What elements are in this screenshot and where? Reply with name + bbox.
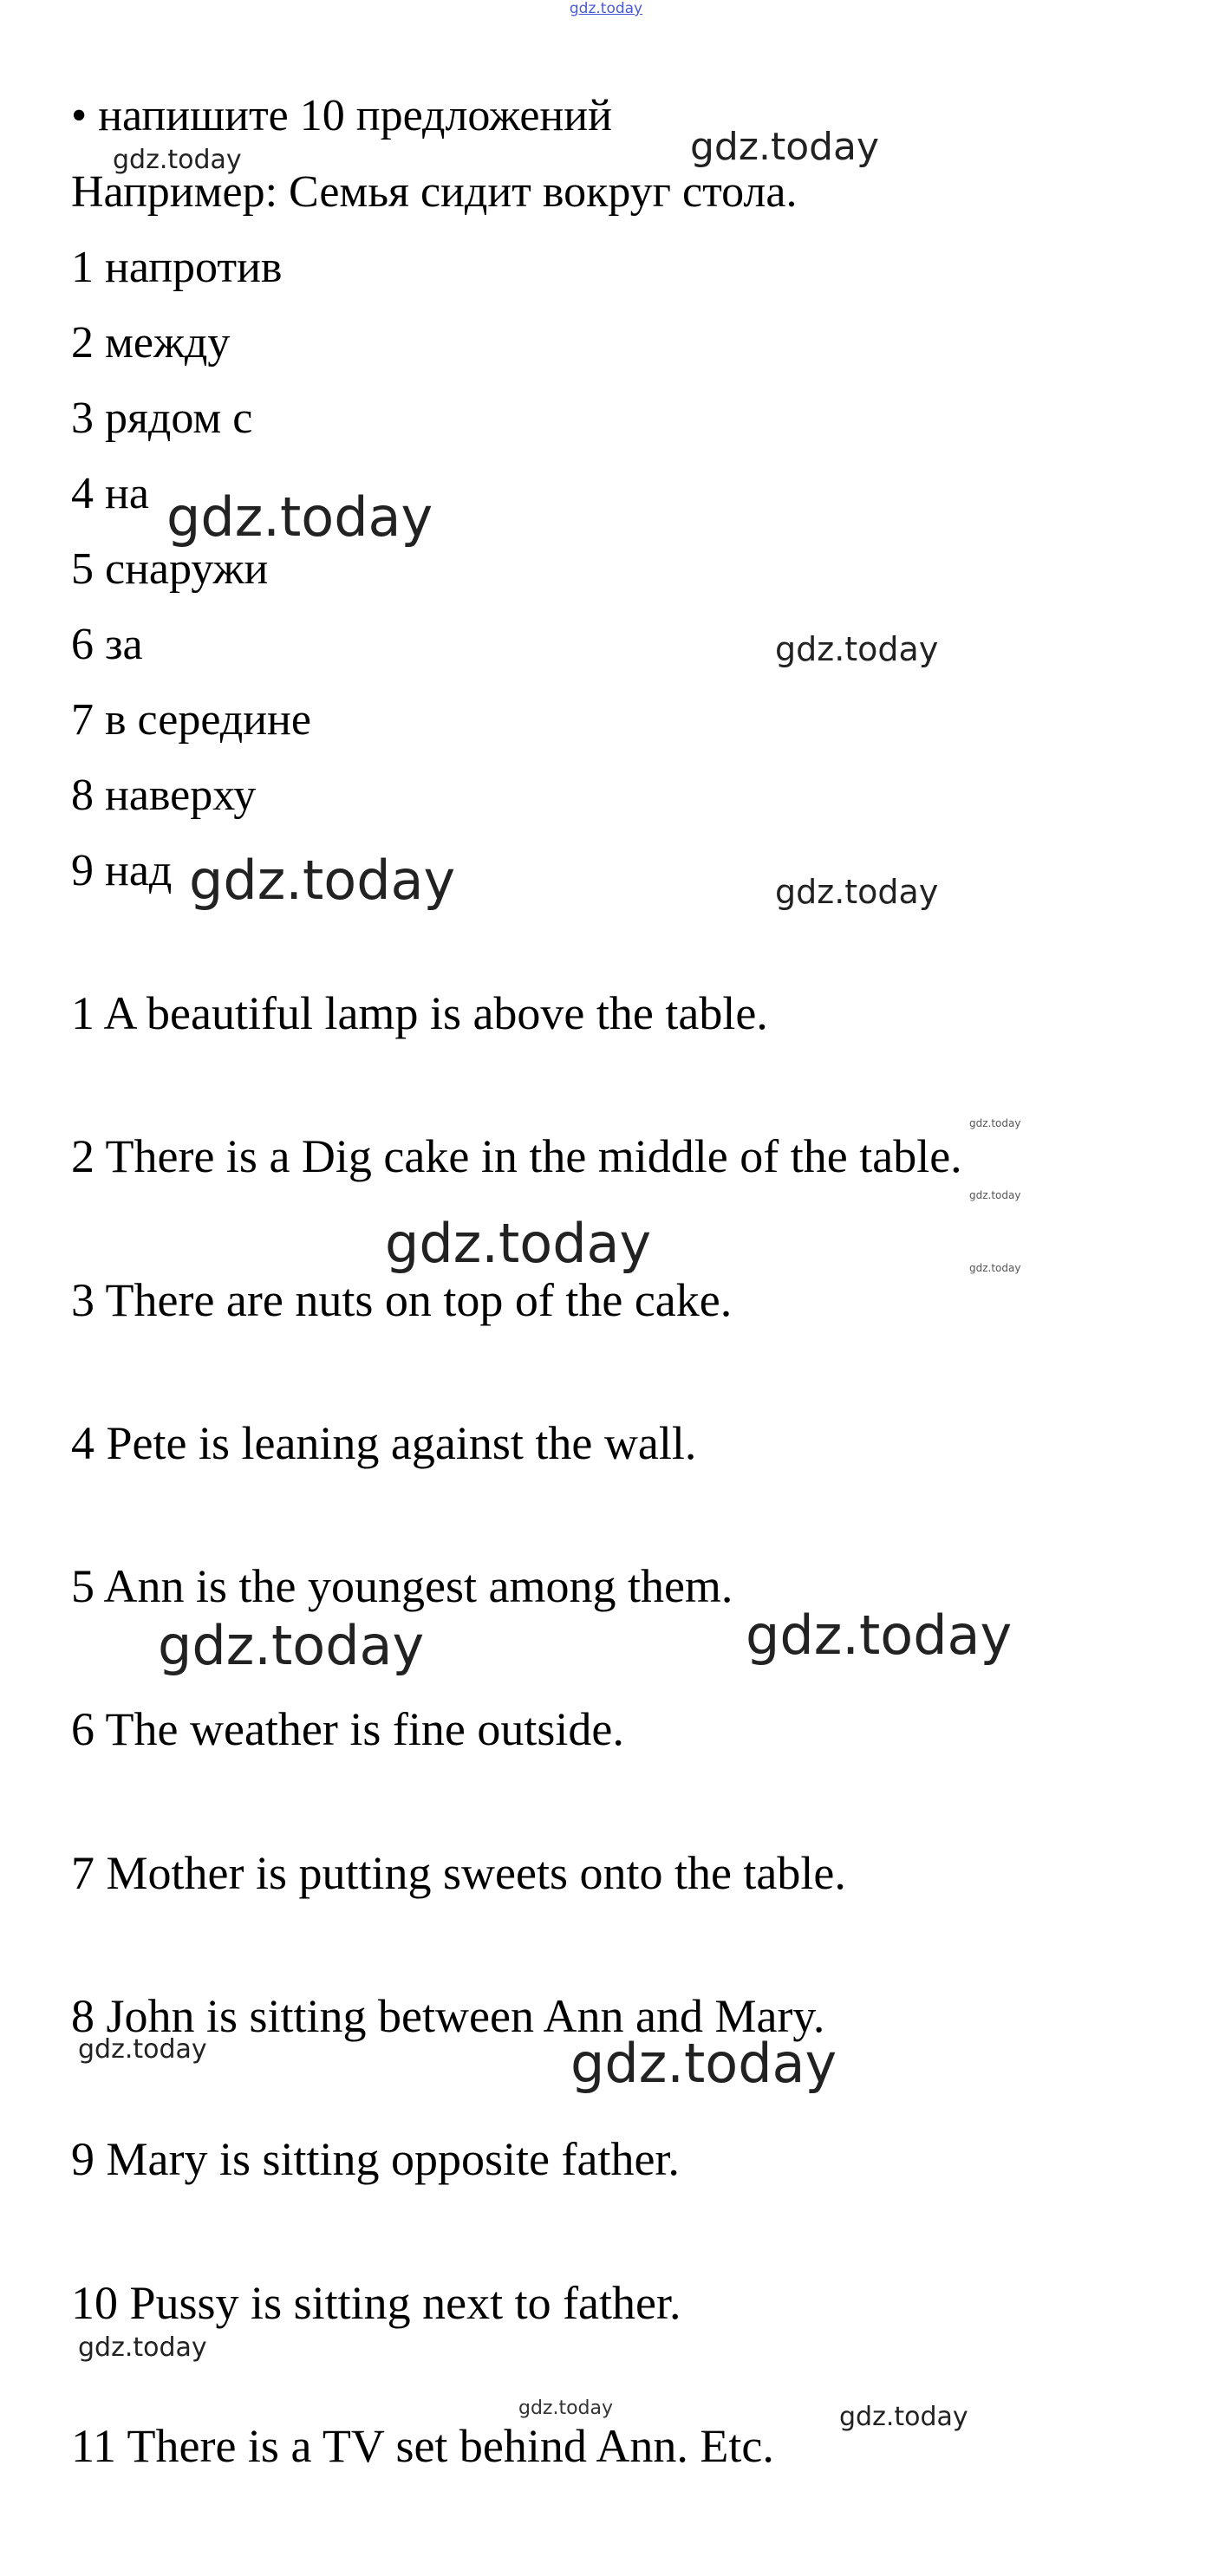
preposition-item: 5 снаружи bbox=[71, 544, 269, 594]
preposition-item: 8 наверху bbox=[71, 771, 257, 820]
watermark: gdz.today bbox=[775, 630, 939, 668]
watermark: gdz.today bbox=[775, 873, 939, 911]
sentence-item: 3 There are nuts on top of the cake. bbox=[71, 1274, 733, 1326]
watermark: gdz.today bbox=[746, 1603, 1013, 1667]
watermark: gdz.today bbox=[518, 2397, 614, 2419]
watermark: gdz.today bbox=[969, 1117, 1021, 1129]
task-example: Например: Семья сидит вокруг стола. bbox=[71, 167, 798, 217]
sentence-item: 7 Mother is putting sweets onto the table. bbox=[71, 1847, 846, 1899]
preposition-item: 7 в середине bbox=[71, 695, 311, 745]
sentence-item: 8 John is sitting between Ann and Mary. bbox=[71, 1990, 825, 2042]
sentence-item: 2 There is a Dig cake in the middle of the table. bbox=[71, 1130, 962, 1182]
watermark: gdz.today bbox=[690, 125, 880, 169]
sentence-item: 1 A beautiful lamp is above the table. bbox=[71, 987, 768, 1039]
sentence-item: 9 Mary is sitting opposite father. bbox=[71, 2133, 680, 2185]
watermark: gdz.today bbox=[158, 1614, 425, 1677]
preposition-item: 1 напротив bbox=[71, 243, 283, 292]
sentence-item: 11 There is a TV set behind Ann. Etc. bbox=[71, 2420, 774, 2472]
watermark: gdz.today bbox=[969, 1262, 1021, 1274]
watermark: gdz.today bbox=[78, 2034, 207, 2065]
watermark: gdz.today bbox=[78, 2332, 207, 2363]
sentence-item: 4 Pete is leaning against the wall. bbox=[71, 1417, 697, 1469]
preposition-item: 9 над bbox=[71, 846, 173, 895]
preposition-item: 2 между bbox=[71, 318, 231, 368]
watermark: gdz.today bbox=[189, 849, 456, 912]
task-instruction: • напишите 10 предложений bbox=[71, 91, 612, 140]
watermark: gdz.today bbox=[385, 1212, 652, 1275]
sentence-item: 6 The weather is fine outside. bbox=[71, 1703, 624, 1755]
preposition-item: 4 на bbox=[71, 469, 149, 518]
sentence-item: 5 Ann is the youngest among them. bbox=[71, 1560, 733, 1612]
watermark: gdz.today bbox=[969, 1189, 1021, 1201]
preposition-item: 3 рядом с bbox=[71, 394, 253, 443]
watermark: gdz.today bbox=[113, 145, 242, 175]
sentence-item: 10 Pussy is sitting next to father. bbox=[71, 2277, 681, 2329]
watermark: gdz.today bbox=[839, 2402, 968, 2432]
watermark: gdz.today bbox=[570, 2032, 837, 2095]
watermark: gdz.today bbox=[166, 485, 433, 549]
preposition-item: 6 за bbox=[71, 620, 143, 669]
header-watermark: gdz.today bbox=[569, 0, 643, 17]
